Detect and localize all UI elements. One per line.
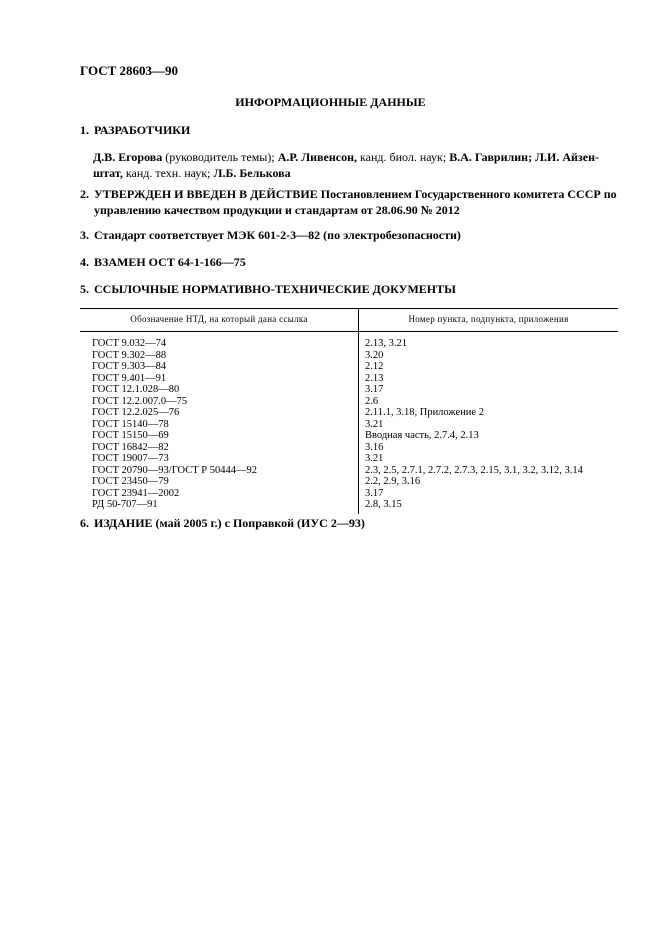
- section-number: 2.: [80, 187, 89, 201]
- clause-number-cell: 3.17: [365, 487, 384, 499]
- table-row: [80, 396, 618, 408]
- document-code: ГОСТ 28603—90: [80, 63, 179, 78]
- references-table: [80, 308, 618, 514]
- table-row: [80, 442, 618, 454]
- clause-number-cell: 2.11.1, 3.18, Приложение 2: [365, 407, 484, 418]
- section-replaces: [80, 255, 618, 270]
- document-designation-cell: ГОСТ 15150—69: [80, 430, 359, 442]
- table-row: [80, 453, 618, 465]
- clause-number-cell: 3.16: [365, 441, 384, 453]
- developer-name: А.Р. Ливенсон,: [277, 150, 358, 164]
- document-designation-cell: ГОСТ 19007—73: [80, 453, 359, 465]
- document-designation-cell: ГОСТ 9.401—91: [80, 373, 359, 385]
- section-number: 3.: [80, 228, 89, 242]
- developers-paragraph: [93, 149, 618, 181]
- clause-number-cell: 2.13, 3.21: [365, 338, 407, 349]
- replaces-text: ВЗАМЕН ОСТ 64-1-166—75: [94, 255, 246, 269]
- edition-text: ИЗДАНИЕ (май 2005 г.) с Поправкой (ИУС 2—93): [94, 516, 365, 530]
- table-row: [80, 373, 618, 385]
- table-row: [80, 384, 618, 396]
- table-row: [80, 407, 618, 419]
- developer-role: канд. биол. наук;: [357, 150, 450, 164]
- compliance-text: Стандарт соответствует МЭК 601-2-3—82 (по электробезопасности): [94, 228, 461, 242]
- clause-number-cell: Вводная часть, 2.7.4, 2.13: [365, 430, 479, 441]
- developer-role: канд. техн. наук;: [122, 166, 214, 180]
- table-row: [80, 430, 618, 442]
- document-designation-cell: ГОСТ 15140—78: [80, 419, 359, 431]
- clause-number-cell: 2.6: [365, 395, 379, 407]
- table-row: [80, 350, 618, 362]
- table-header-row: [80, 309, 618, 332]
- section-title: РАЗРАБОТЧИКИ: [94, 123, 191, 137]
- table-row: [80, 419, 618, 431]
- table-row: [80, 476, 618, 488]
- document-designation-cell: ГОСТ 9.302—88: [80, 350, 359, 362]
- document-designation-cell: РД 50-707—91: [80, 499, 359, 511]
- section-compliance: [80, 228, 618, 243]
- table-row: [80, 488, 618, 500]
- table-row: [80, 361, 618, 373]
- clause-number-cell: 3.17: [365, 384, 384, 395]
- section-references-heading: [80, 282, 618, 297]
- section-number: 4.: [80, 255, 89, 269]
- column-header-document: Обозначение НТД, на который дана ссылка: [80, 309, 359, 332]
- clause-number-cell: 3.21: [365, 453, 384, 464]
- clause-number-cell: 3.20: [365, 349, 384, 361]
- document-designation-cell: ГОСТ 12.1.028—80: [80, 384, 359, 396]
- developer-name: В.А. Гаврилин; Л.И. Айзен-: [449, 150, 599, 164]
- clause-number-cell: 2.2, 2.9, 3.16: [365, 476, 421, 487]
- document-designation-cell: ГОСТ 9.303—84: [80, 361, 359, 373]
- section-number: 6.: [80, 516, 89, 530]
- document-designation-cell: ГОСТ 16842—82: [80, 442, 359, 454]
- approval-line-1: УТВЕРЖДЕН И ВВЕДЕН В ДЕЙСТВИЕ Постановлением Государственного комитета СССР по: [94, 187, 617, 201]
- developer-name: Д.В. Егорова: [93, 150, 163, 164]
- section-number: 1.: [80, 123, 89, 137]
- document-designation-cell: ГОСТ 9.032—74: [80, 338, 359, 350]
- section-number: 5.: [80, 282, 89, 296]
- table-row: [80, 499, 618, 511]
- document-designation-cell: ГОСТ 23450—79: [80, 476, 359, 488]
- developer-name: штат,: [93, 166, 123, 180]
- page-title: ИНФОРМАЦИОННЫЕ ДАННЫЕ: [235, 95, 426, 109]
- section-developers-heading: [80, 123, 618, 138]
- section-approval: [80, 186, 618, 218]
- clause-number-cell: 2.12: [365, 361, 384, 372]
- clause-number-cell: 3.21: [365, 418, 384, 430]
- references-title: ССЫЛОЧНЫЕ НОРМАТИВНО-ТЕХНИЧЕСКИЕ ДОКУМЕНТЫ: [94, 282, 456, 296]
- document-designation-cell: ГОСТ 12.2.025—76: [80, 407, 359, 419]
- clause-number-cell: 2.3, 2.5, 2.7.1, 2.7.2, 2.7.3, 2.15, 3.1, 3.2, 3.12, 3.14: [365, 464, 583, 476]
- document-designation-cell: ГОСТ 12.2.007.0—75: [80, 396, 359, 408]
- clause-number-cell: 2.8, 3.15: [365, 499, 402, 510]
- table-row: [80, 465, 618, 477]
- clause-number-cell: 2.13: [365, 372, 384, 384]
- document-designation-cell: ГОСТ 20790—93/ГОСТ Р 50444—92: [80, 465, 359, 477]
- developer-name: Л.Б. Белькова: [213, 166, 291, 180]
- column-header-clause: Номер пункта, подпункта, приложения: [359, 309, 619, 332]
- approval-line-2: управлению качеством продукции и стандартам от 28.06.90 № 2012: [94, 203, 460, 217]
- document-designation-cell: ГОСТ 23941—2002: [80, 488, 359, 500]
- developer-role: (руководитель темы);: [162, 150, 278, 164]
- section-edition: [80, 516, 618, 531]
- table-row: [80, 338, 618, 350]
